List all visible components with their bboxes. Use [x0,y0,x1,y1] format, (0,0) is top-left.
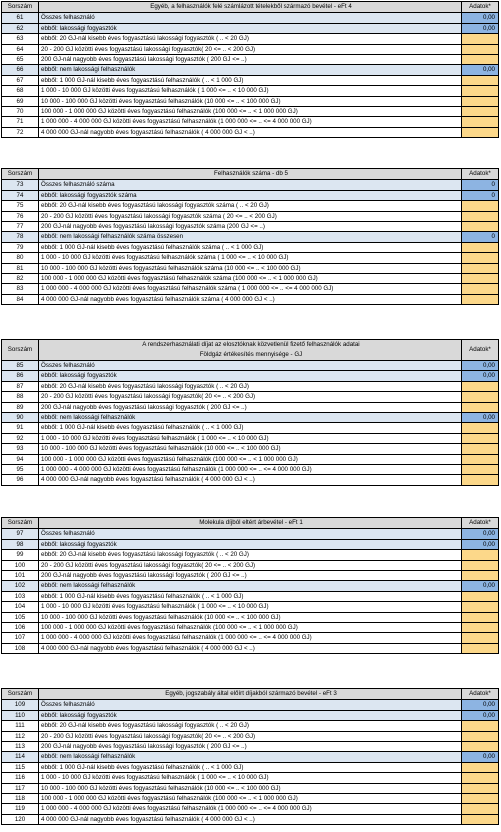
row-number: 61 [2,13,39,22]
row-label: ebből: 20 GJ-nál kisebb éves fogyasztású lakossági fogyasztók ( .. < 20 GJ) [39,721,462,730]
computed-value-cell: 0 [462,180,498,189]
table-row [2,96,498,106]
computed-value-cell: 0 [462,232,498,241]
row-label: 200 GJ-nál nagyobb éves fogyasztású lakossági fogyasztók ( 200 GJ <= ..) [39,403,462,412]
input-value-cell[interactable] [462,613,498,622]
row-number: 100 [2,561,39,570]
table-subtitle: Földgáz értékesítés mennyisége - GJ [199,350,303,358]
row-label: Összes felhasználó [39,361,462,370]
input-value-cell[interactable] [462,465,498,474]
row-number: 81 [2,264,39,273]
input-value-cell[interactable] [462,423,498,432]
input-value-cell[interactable] [462,444,498,453]
input-value-cell[interactable] [462,623,498,632]
input-value-cell[interactable] [462,742,498,751]
row-number: 96 [2,475,39,484]
row-label: ebből: 1 000 GJ-nál kisebb éves fogyasztású felhasználók ( .. < 1 000 GJ) [39,763,462,772]
column-header-sorszam: Sorszám [2,169,39,179]
row-number: 73 [2,180,39,189]
row-label: 200 GJ-nál nagyobb éves fogyasztású lakossági fogyasztók száma (200 GJ <= ..) [39,222,462,231]
input-value-cell[interactable] [462,253,498,262]
computed-value-cell: 0,00 [462,752,498,761]
table-row [2,580,498,590]
row-label: ebből: 1 000 GJ-nál kisebb éves fogyasztású felhasználók ( .. < 1 000 GJ) [39,423,462,432]
table-title [39,518,462,528]
row-number: 65 [2,55,39,64]
column-header-adatok: Adatok* [469,3,491,10]
computed-value-cell: 0,00 [462,540,498,549]
input-value-cell[interactable] [462,382,498,391]
table-row [2,443,498,453]
input-value-cell[interactable] [462,475,498,484]
table-title-text: Egyéb, a felhasználók felé számlázott tételekből származó bevétel - eFt 4 [150,3,352,10]
input-value-cell[interactable] [462,45,498,54]
row-number: 62 [2,24,39,33]
row-number: 110 [2,711,39,720]
row-label: 10 000 - 100 000 GJ közötti éves fogyasztású felhasználók száma (10 000 <= .. < 100 000 GJ) [39,264,462,273]
input-value-cell[interactable] [462,561,498,570]
row-label: ebből: nem lakossági felhasználók száma összesen [39,232,462,241]
computed-value-cell: 0,00 [462,700,498,709]
row-number: 107 [2,633,39,642]
row-label: 200 GJ-nál nagyobb éves fogyasztású lakossági fogyasztók ( 200 GJ <= ..) [39,742,462,751]
input-value-cell[interactable] [462,201,498,210]
row-label: ebből: lakossági fogyasztók [39,371,462,380]
table-row [2,64,498,74]
row-number: 106 [2,623,39,632]
table-row [2,179,498,189]
row-label: 1 000 000 - 4 000 000 GJ közötti éves fogyasztású felhasználók (1 000 000 <= .. <= 4 000 000 GJ) [39,804,462,813]
table-row [2,422,498,432]
input-value-cell[interactable] [462,804,498,813]
row-label: ebből: lakossági fogyasztók [39,24,462,33]
table-row [2,793,498,803]
row-label: Összes felhasználó [39,13,462,22]
input-value-cell[interactable] [462,117,498,126]
row-label: 20 - 200 GJ közötti éves fogyasztású lakossági fogyasztók száma ( 20 <= .. < 200 GJ) [39,212,462,221]
table-row [2,632,498,642]
input-value-cell[interactable] [462,97,498,106]
column-header-adatok: Adatok* [469,519,491,526]
table-title-text: Felhasználók száma - db 5 [214,170,288,177]
input-value-cell[interactable] [462,550,498,559]
computed-value-cell: 0,00 [462,529,498,538]
row-number: 105 [2,613,39,622]
table-row [2,570,498,580]
computed-value-cell: 0,00 [462,581,498,590]
computed-value-cell: 0 [462,191,498,200]
data-table [1,1,499,138]
row-number: 74 [2,191,39,200]
row-number: 97 [2,529,39,538]
table-title-text: Molekula díjból eltért árbevétel - eFt 1 [199,519,303,526]
row-number: 118 [2,794,39,803]
table-row [2,211,498,221]
input-value-cell[interactable] [462,284,498,293]
table-row [2,720,498,730]
row-label: 100 000 - 1 000 000 GJ közötti éves fogyasztású felhasználók (100 000 <= .. < 1 000 000 GJ) [39,107,462,116]
table-row [2,273,498,283]
table-row [2,751,498,761]
input-value-cell[interactable] [462,86,498,95]
input-value-cell[interactable] [462,633,498,642]
row-label: 200 GJ-nál nagyobb éves fogyasztású lakossági fogyasztók ( 200 GJ <= ..) [39,571,462,580]
row-label: 4 000 000 GJ-nál nagyobb éves fogyasztású felhasználók ( 4 000 000 GJ < ..) [39,128,462,137]
input-value-cell[interactable] [462,55,498,64]
row-label: 4 000 000 GJ-nál nagyobb éves fogyasztású felhasználók ( 4 000 000 GJ < ..) [39,475,462,484]
table-row [2,75,498,85]
table-row [2,252,498,262]
row-label: 1 000 000 - 4 000 000 GJ közötti éves fogyasztású felhasználók (1 000 000 <= .. <= 4 000 000 GJ) [39,465,462,474]
table-row [2,591,498,601]
column-header-adatok: Adatok* [469,346,491,353]
input-value-cell[interactable] [462,571,498,580]
table-header [2,2,498,12]
row-label: ebből: 1 000 GJ-nál kisebb éves fogyasztású felhasználók ( .. < 1 000 GJ) [39,76,462,85]
row-label: 1 000 - 10 000 GJ közötti éves fogyasztású felhasználók száma ( 1 000 <= .. < 10 000 GJ) [39,253,462,262]
table-row [2,560,498,570]
row-number: 82 [2,274,39,283]
row-number: 76 [2,212,39,221]
table-title [39,169,462,179]
table-row [2,762,498,772]
row-label: 1 000 - 10 000 GJ közötti éves fogyasztású felhasználók ( 1 000 <= .. < 10 000 GJ) [39,773,462,782]
computed-value-cell: 0,00 [462,711,498,720]
table-row [2,741,498,751]
input-value-cell[interactable] [462,212,498,221]
row-label: 100 000 - 1 000 000 GJ közötti éves fogyasztású felhasználók (100 000 <= .. < 1 000 000 GJ) [39,455,462,464]
input-value-cell[interactable] [462,107,498,116]
input-value-cell[interactable] [462,794,498,803]
row-label: Összes felhasználó száma [39,180,462,189]
row-label: 20 - 200 GJ közötti éves fogyasztású lakossági fogyasztók( 20 <= .. < 200 GJ) [39,392,462,401]
table-row [2,464,498,474]
column-header-adatok: Adatok* [469,170,491,177]
row-label: 1 000 - 10 000 GJ közötti éves fogyasztású felhasználók ( 1 000 <= .. < 10 000 GJ) [39,86,462,95]
row-label: Összes felhasználó [39,700,462,709]
computed-value-cell: 0,00 [462,413,498,422]
computed-value-cell: 0,00 [462,371,498,380]
row-number: 75 [2,201,39,210]
data-table [1,339,499,486]
table-row [2,528,498,538]
row-number: 88 [2,392,39,401]
table-row [2,601,498,611]
input-value-cell[interactable] [462,721,498,730]
input-value-cell[interactable] [462,128,498,137]
table-title [39,689,462,699]
row-number: 68 [2,86,39,95]
row-number: 66 [2,65,39,74]
input-value-cell[interactable] [462,455,498,464]
row-number: 93 [2,444,39,453]
row-number: 77 [2,222,39,231]
computed-value-cell: 0,00 [462,13,498,22]
table-row [2,127,498,137]
row-label: 4 000 000 GJ-nál nagyobb éves fogyasztású felhasználók ( 4 000 000 GJ < ..) [39,815,462,824]
input-value-cell[interactable] [462,222,498,231]
table-row [2,242,498,252]
row-number: 102 [2,581,39,590]
column-header-sorszam: Sorszám [2,2,39,12]
table-title-text: A rendszerhasználati díjat az elosztóknak közvetlenül fizető felhasználók adatai [142,341,360,348]
row-label: ebből: 20 GJ-nál kisebb éves fogyasztású lakossági fogyasztók ( .. < 20 GJ) [39,550,462,559]
table-row [2,783,498,793]
row-label: 20 - 200 GJ közötti éves fogyasztású lakossági fogyasztók( 20 <= .. < 200 GJ) [39,732,462,741]
row-number: 84 [2,295,39,304]
row-label: ebből: 20 GJ-nál kisebb éves fogyasztású lakossági fogyasztók ( .. < 20 GJ) [39,382,462,391]
table-row [2,12,498,22]
row-label: 1 000 - 10 000 GJ közötti éves fogyasztású felhasználók ( 1 000 <= .. < 10 000 GJ) [39,434,462,443]
row-number: 111 [2,721,39,730]
row-label: 4 000 000 GJ-nál nagyobb éves fogyasztású felhasználók ( 4 000 000 GJ < ..) [39,644,462,653]
table-title [39,2,462,12]
row-number: 80 [2,253,39,262]
row-number: 98 [2,540,39,549]
row-label: 10 000 - 100 000 GJ közötti éves fogyasztású felhasználók (10 000 <= .. < 100 000 GJ) [39,613,462,622]
table-header [2,169,498,179]
row-number: 83 [2,284,39,293]
row-number: 120 [2,815,39,824]
input-value-cell[interactable] [462,264,498,273]
row-label: 10 000 - 100 000 GJ közötti éves fogyasztású felhasználók (10 000 <= .. < 100 000 GJ) [39,784,462,793]
table-row [2,85,498,95]
input-value-cell[interactable] [462,243,498,252]
row-label: 20 - 200 GJ közötti éves fogyasztású lakossági fogyasztók( 20 <= .. < 200 GJ) [39,45,462,54]
row-label: ebből: 1 000 GJ-nál kisebb éves fogyasztású felhasználók ( .. < 1 000 GJ) [39,592,462,601]
row-label: ebből: lakossági fogyasztók [39,711,462,720]
table-title [39,340,462,360]
table-row [2,433,498,443]
computed-value-cell: 0,00 [462,361,498,370]
table-row [2,643,498,653]
table-row [2,549,498,559]
row-number: 90 [2,413,39,422]
table-header [2,518,498,528]
row-number: 108 [2,644,39,653]
input-value-cell[interactable] [462,763,498,772]
table-row [2,283,498,293]
input-value-cell[interactable] [462,592,498,601]
table-row [2,814,498,824]
column-header-adatok: Adatok* [469,690,491,697]
input-value-cell[interactable] [462,644,498,653]
table-row [2,221,498,231]
row-label: 4 000 000 GJ-nál nagyobb éves fogyasztású felhasználók száma ( 4 000 000 GJ < ..) [39,295,462,304]
input-value-cell[interactable] [462,392,498,401]
row-number: 67 [2,76,39,85]
row-number: 99 [2,550,39,559]
table-row [2,294,498,304]
table-row [2,539,498,549]
table-row [2,106,498,116]
table-title-text: Egyéb, jogszabály által előírt díjakból származó bevétel - eFt 3 [165,690,337,697]
table-row [2,190,498,200]
row-label: ebből: lakossági fogyasztók száma [39,191,462,200]
table-row [2,803,498,813]
row-label: 100 000 - 1 000 000 GJ közötti éves fogyasztású felhasználók száma (100 000 <= .. < 1 000 000 GJ) [39,274,462,283]
data-table [1,517,499,654]
row-number: 103 [2,592,39,601]
row-label: ebből: nem lakossági felhasználók [39,65,462,74]
row-number: 116 [2,773,39,782]
table-row [2,391,498,401]
table-row [2,474,498,484]
computed-value-cell: 0,00 [462,65,498,74]
row-number: 115 [2,763,39,772]
row-label: 100 000 - 1 000 000 GJ közötti éves fogyasztású felhasználók (100 000 <= .. < 1 000 000 GJ) [39,794,462,803]
row-label: 1 000 000 - 4 000 000 GJ közötti éves fogyasztású felhasználók (1 000 000 <= .. <= 4 000 000 GJ) [39,117,462,126]
row-label: ebből: 20 GJ-nál kisebb éves fogyasztású lakossági fogyasztók száma ( .. < 20 GJ) [39,201,462,210]
input-value-cell[interactable] [462,295,498,304]
input-value-cell[interactable] [462,274,498,283]
table-row [2,44,498,54]
input-value-cell[interactable] [462,434,498,443]
table-row [2,200,498,210]
row-label: ebből: nem lakossági felhasználók [39,752,462,761]
column-header-sorszam: Sorszám [2,518,39,528]
row-number: 109 [2,700,39,709]
table-row [2,731,498,741]
row-number: 70 [2,107,39,116]
row-label: ebből: nem lakossági felhasználók [39,413,462,422]
row-number: 117 [2,784,39,793]
input-value-cell[interactable] [462,784,498,793]
row-number: 69 [2,97,39,106]
table-row [2,231,498,241]
table-row [2,402,498,412]
row-label: ebből: nem lakossági felhasználók [39,581,462,590]
row-number: 79 [2,243,39,252]
input-value-cell[interactable] [462,815,498,824]
table-row [2,23,498,33]
table-row [2,263,498,273]
row-label: ebből: lakossági fogyasztók [39,540,462,549]
row-label: 10 000 - 100 000 GJ közötti éves fogyasztású felhasználók (10 000 <= .. < 100 000 GJ) [39,97,462,106]
table-row [2,370,498,380]
table-row [2,622,498,632]
computed-value-cell: 0,00 [462,24,498,33]
input-value-cell[interactable] [462,403,498,412]
table-row [2,772,498,782]
row-number: 112 [2,732,39,741]
row-number: 101 [2,571,39,580]
table-row [2,612,498,622]
row-number: 119 [2,804,39,813]
input-value-cell[interactable] [462,732,498,741]
row-label: 20 - 200 GJ közötti éves fogyasztású lakossági fogyasztók( 20 <= .. < 200 GJ) [39,561,462,570]
row-number: 72 [2,128,39,137]
data-table [1,168,499,305]
input-value-cell[interactable] [462,602,498,611]
table-row [2,454,498,464]
row-label: 10 000 - 100 000 GJ közötti éves fogyasztású felhasználók (10 000 <= .. < 100 000 GJ) [39,444,462,453]
row-number: 63 [2,34,39,43]
row-number: 113 [2,742,39,751]
table-header [2,340,498,360]
row-label: 100 000 - 1 000 000 GJ közötti éves fogyasztású felhasználók (100 000 <= .. < 1 000 000 GJ) [39,623,462,632]
row-label: 1 000 - 10 000 GJ közötti éves fogyasztású felhasználók ( 1 000 <= .. < 10 000 GJ) [39,602,462,611]
row-label: Összes felhasználó [39,529,462,538]
table-row [2,412,498,422]
table-row [2,381,498,391]
row-label: ebből: 1 000 GJ-nál kisebb éves fogyasztású felhasználók száma ( .. < 1 000 GJ) [39,243,462,252]
column-header-sorszam: Sorszám [2,340,39,360]
row-number: 91 [2,423,39,432]
row-number: 89 [2,403,39,412]
table-row [2,33,498,43]
row-label: 1 000 000 - 4 000 000 GJ közötti éves fogyasztású felhasználók száma ( 1 000 000 <= .. <= 4 000 000 GJ) [39,284,462,293]
table-row [2,699,498,709]
column-header-sorszam: Sorszám [2,689,39,699]
row-number: 78 [2,232,39,241]
table-row [2,54,498,64]
row-number: 87 [2,382,39,391]
row-number: 95 [2,465,39,474]
row-number: 104 [2,602,39,611]
table-row [2,116,498,126]
row-label: ebből: 20 GJ-nál kisebb éves fogyasztású lakossági fogyasztók ( .. < 20 GJ) [39,34,462,43]
input-value-cell[interactable] [462,34,498,43]
data-table [1,688,499,825]
row-number: 85 [2,361,39,370]
row-number: 92 [2,434,39,443]
row-number: 86 [2,371,39,380]
row-label: 1 000 000 - 4 000 000 GJ közötti éves fogyasztású felhasználók (1 000 000 <= .. <= 4 000 000 GJ) [39,633,462,642]
input-value-cell[interactable] [462,76,498,85]
row-number: 94 [2,455,39,464]
row-label: 200 GJ-nál nagyobb éves fogyasztású lakossági fogyasztók ( 200 GJ <= ..) [39,55,462,64]
table-row [2,710,498,720]
row-number: 64 [2,45,39,54]
input-value-cell[interactable] [462,773,498,782]
row-number: 114 [2,752,39,761]
row-number: 71 [2,117,39,126]
table-row [2,360,498,370]
table-header [2,689,498,699]
